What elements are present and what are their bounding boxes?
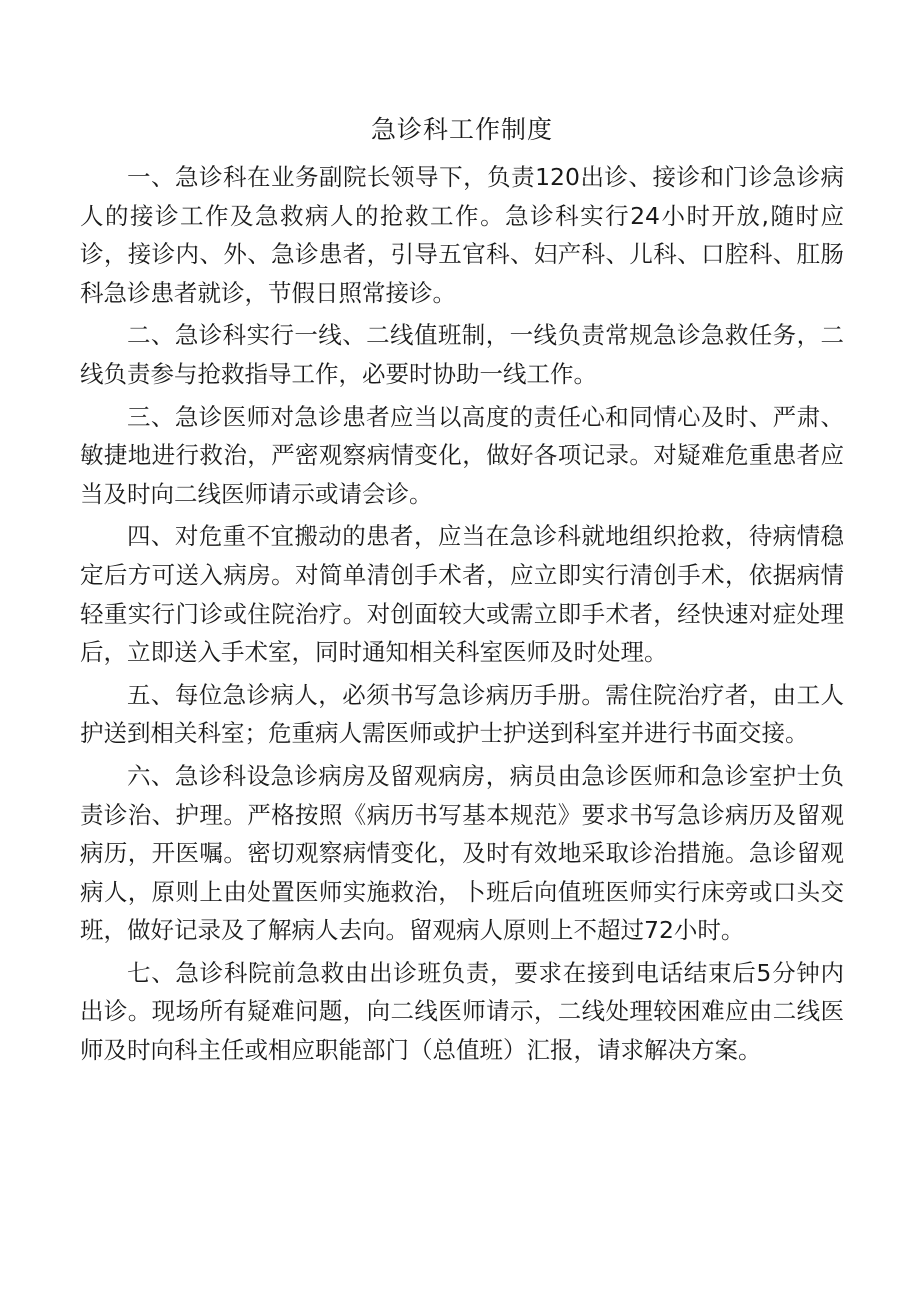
document-title: 急诊科工作制度 xyxy=(370,115,553,144)
paragraph-4: 四、对危重不宜搬动的患者，应当在急诊科就地组织抢救，待病情稳定后方可送入病房。对简单清创手术者，应立即实行清创手术，依据病情轻重实行门诊或住院治疗。对创面较大或需立即手术者，经快速对症处理后，立即送入手术室，同时通知相关科室医师及时处理。 xyxy=(80,522,844,667)
paragraph-1: 一、急诊科在业务副院长领导下，负责120出诊、接诊和门诊急诊病人的接诊工作及急救病人的抢救工作。急诊科实行24小时开放,随时应诊，接诊内、外、急诊患者，引导五官科、妇产科、儿科、口腔科、肛肠科急诊患者就诊，节假日照常接诊。 xyxy=(80,163,844,307)
paragraph-5: 五、每位急诊病人，必须书写急诊病历手册。需住院治疗者，由工人护送到相关科室；危重病人需医师或护士护送到科室并进行书面交接。 xyxy=(80,680,844,748)
paragraph-3: 三、急诊医师对急诊患者应当以高度的责任心和同情心及时、严肃、敏捷地进行救治，严密观察病情变化，做好各项记录。对疑难危重患者应当及时向二线医师请示或请会诊。 xyxy=(80,402,844,508)
paragraph-2: 二、急诊科实行一线、二线值班制，一线负责常规急诊急救任务，二线负责参与抢救指导工作，必要时协助一线工作。 xyxy=(80,321,844,388)
paragraph-6: 六、急诊科设急诊病房及留观病房，病员由急诊医师和急诊室护士负责诊治、护理。严格按照《病历书写基本规范》要求书写急诊病历及留观病历，开医嘱。密切观察病情变化，及时有效地采取诊治措施。急诊留观病人，原则上由处置医师实施救治，卜班后向值班医师实行床旁或口头交班，做好记录及了解病人去向。留观病人原则上不超过72小时。 xyxy=(80,761,844,945)
paragraph-7: 七、急诊科院前急救由出诊班负责，要求在接到电话结束后5分钟内出诊。现场所有疑难问题，向二线医师请示，二线处理较困难应由二线医师及时向科主任或相应职能部门（总值班）汇报，请求解决方案。 xyxy=(80,958,844,1065)
